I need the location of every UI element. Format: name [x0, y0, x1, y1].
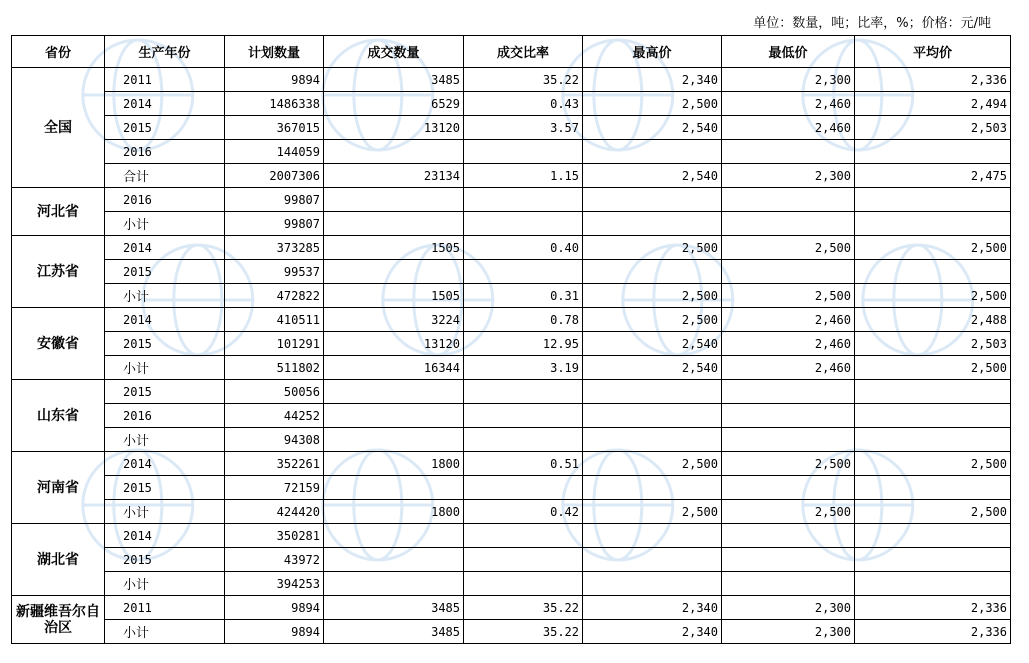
traded-qty-cell: 1800 [324, 500, 464, 524]
min-price-cell: 2,300 [722, 68, 855, 92]
min-price-cell: 2,460 [722, 308, 855, 332]
planned-qty-cell: 44252 [225, 404, 324, 428]
traded-qty-cell: 13120 [324, 116, 464, 140]
header-row [12, 36, 1011, 68]
traded-qty-cell [324, 476, 464, 500]
header-min-price: 最低价 [722, 36, 855, 68]
province-cell: 安徽省 [12, 308, 105, 380]
max-price-cell: 2,340 [583, 620, 722, 644]
avg-price-cell [855, 524, 1011, 548]
table-row [12, 596, 1011, 620]
traded-qty-cell [324, 380, 464, 404]
year-cell: 2014 [105, 236, 225, 260]
table-row [12, 572, 1011, 596]
table-row [12, 308, 1011, 332]
traded-qty-cell [324, 140, 464, 164]
traded-qty-cell: 23134 [324, 164, 464, 188]
table-row [12, 68, 1011, 92]
max-price-cell: 2,500 [583, 284, 722, 308]
ratio-cell: 0.51 [464, 452, 583, 476]
min-price-cell: 2,500 [722, 500, 855, 524]
year-cell: 小计 [105, 356, 225, 380]
table-row [12, 476, 1011, 500]
min-price-cell: 2,460 [722, 332, 855, 356]
planned-qty-cell: 367015 [225, 116, 324, 140]
max-price-cell [583, 476, 722, 500]
max-price-cell [583, 428, 722, 452]
table-row [12, 284, 1011, 308]
avg-price-cell [855, 260, 1011, 284]
planned-qty-cell: 2007306 [225, 164, 324, 188]
planned-qty-cell: 9894 [225, 596, 324, 620]
year-cell: 2015 [105, 116, 225, 140]
avg-price-cell: 2,494 [855, 92, 1011, 116]
ratio-cell [464, 380, 583, 404]
planned-qty-cell: 424420 [225, 500, 324, 524]
year-cell: 小计 [105, 284, 225, 308]
min-price-cell: 2,460 [722, 356, 855, 380]
table-row [12, 428, 1011, 452]
min-price-cell: 2,460 [722, 116, 855, 140]
ratio-cell: 0.31 [464, 284, 583, 308]
traded-qty-cell: 3485 [324, 68, 464, 92]
table-row [12, 236, 1011, 260]
traded-qty-cell: 1505 [324, 236, 464, 260]
avg-price-cell: 2,475 [855, 164, 1011, 188]
traded-qty-cell [324, 188, 464, 212]
min-price-cell: 2,300 [722, 620, 855, 644]
ratio-cell: 0.42 [464, 500, 583, 524]
traded-qty-cell [324, 524, 464, 548]
min-price-cell: 2,460 [722, 92, 855, 116]
traded-qty-cell: 1800 [324, 452, 464, 476]
traded-qty-cell: 16344 [324, 356, 464, 380]
table-row [12, 116, 1011, 140]
avg-price-cell: 2,500 [855, 452, 1011, 476]
avg-price-cell [855, 212, 1011, 236]
max-price-cell [583, 260, 722, 284]
min-price-cell: 2,500 [722, 452, 855, 476]
planned-qty-cell: 410511 [225, 308, 324, 332]
max-price-cell: 2,500 [583, 452, 722, 476]
min-price-cell [722, 188, 855, 212]
min-price-cell [722, 212, 855, 236]
table-body [12, 68, 1011, 644]
table-row [12, 548, 1011, 572]
ratio-cell [464, 260, 583, 284]
year-cell: 2016 [105, 140, 225, 164]
traded-qty-cell: 13120 [324, 332, 464, 356]
avg-price-cell: 2,500 [855, 356, 1011, 380]
max-price-cell: 2,500 [583, 92, 722, 116]
header-max-price: 最高价 [583, 36, 722, 68]
ratio-cell [464, 476, 583, 500]
year-cell: 2014 [105, 452, 225, 476]
header-traded-qty: 成交数量 [324, 36, 464, 68]
planned-qty-cell: 1486338 [225, 92, 324, 116]
province-cell: 江苏省 [12, 236, 105, 308]
header-avg-price: 平均价 [855, 36, 1011, 68]
avg-price-cell: 2,336 [855, 596, 1011, 620]
year-cell: 2014 [105, 308, 225, 332]
traded-qty-cell: 3485 [324, 596, 464, 620]
avg-price-cell: 2,503 [855, 332, 1011, 356]
year-cell: 小计 [105, 428, 225, 452]
year-cell: 小计 [105, 212, 225, 236]
avg-price-cell [855, 404, 1011, 428]
planned-qty-cell: 94308 [225, 428, 324, 452]
ratio-cell [464, 140, 583, 164]
max-price-cell: 2,540 [583, 356, 722, 380]
year-cell: 合计 [105, 164, 225, 188]
avg-price-cell [855, 476, 1011, 500]
province-cell: 湖北省 [12, 524, 105, 596]
table-row [12, 524, 1011, 548]
table-row [12, 404, 1011, 428]
ratio-cell [464, 428, 583, 452]
avg-price-cell: 2,503 [855, 116, 1011, 140]
planned-qty-cell: 50056 [225, 380, 324, 404]
year-cell: 2015 [105, 476, 225, 500]
avg-price-cell [855, 188, 1011, 212]
ratio-cell: 35.22 [464, 620, 583, 644]
year-cell: 2015 [105, 380, 225, 404]
year-cell: 小计 [105, 620, 225, 644]
max-price-cell [583, 572, 722, 596]
min-price-cell: 2,500 [722, 236, 855, 260]
ratio-cell: 35.22 [464, 596, 583, 620]
min-price-cell: 2,300 [722, 596, 855, 620]
planned-qty-cell: 99807 [225, 212, 324, 236]
min-price-cell [722, 524, 855, 548]
table-row [12, 332, 1011, 356]
traded-qty-cell [324, 428, 464, 452]
traded-qty-cell [324, 212, 464, 236]
min-price-cell: 2,500 [722, 284, 855, 308]
province-cell: 河南省 [12, 452, 105, 524]
max-price-cell: 2,500 [583, 308, 722, 332]
unit-note: 单位：数量，吨；比率，%；价格：元/吨 [753, 16, 991, 31]
planned-qty-cell: 99807 [225, 188, 324, 212]
avg-price-cell: 2,336 [855, 68, 1011, 92]
ratio-cell: 35.22 [464, 68, 583, 92]
avg-price-cell [855, 380, 1011, 404]
table-row [12, 212, 1011, 236]
planned-qty-cell: 101291 [225, 332, 324, 356]
planned-qty-cell: 43972 [225, 548, 324, 572]
year-cell: 2016 [105, 404, 225, 428]
table-row [12, 260, 1011, 284]
traded-qty-cell [324, 260, 464, 284]
year-cell: 2016 [105, 188, 225, 212]
table-row [12, 500, 1011, 524]
max-price-cell [583, 404, 722, 428]
planned-qty-cell: 144059 [225, 140, 324, 164]
max-price-cell [583, 188, 722, 212]
table-row [12, 92, 1011, 116]
ratio-cell [464, 572, 583, 596]
ratio-cell [464, 404, 583, 428]
ratio-cell [464, 212, 583, 236]
avg-price-cell [855, 140, 1011, 164]
ratio-cell [464, 548, 583, 572]
province-cell: 山东省 [12, 380, 105, 452]
planned-qty-cell: 352261 [225, 452, 324, 476]
planned-qty-cell: 9894 [225, 620, 324, 644]
traded-qty-cell: 3485 [324, 620, 464, 644]
grain-trade-table [11, 35, 1011, 644]
year-cell: 2015 [105, 548, 225, 572]
planned-qty-cell: 72159 [225, 476, 324, 500]
year-cell: 小计 [105, 500, 225, 524]
min-price-cell [722, 260, 855, 284]
province-cell: 全国 [12, 68, 105, 188]
traded-qty-cell [324, 404, 464, 428]
ratio-cell [464, 524, 583, 548]
year-cell: 2011 [105, 68, 225, 92]
min-price-cell: 2,300 [722, 164, 855, 188]
traded-qty-cell: 3224 [324, 308, 464, 332]
max-price-cell: 2,500 [583, 236, 722, 260]
table-row [12, 452, 1011, 476]
ratio-cell: 3.57 [464, 116, 583, 140]
planned-qty-cell: 350281 [225, 524, 324, 548]
table-row [12, 620, 1011, 644]
min-price-cell [722, 572, 855, 596]
planned-qty-cell: 394253 [225, 572, 324, 596]
planned-qty-cell: 99537 [225, 260, 324, 284]
max-price-cell [583, 212, 722, 236]
ratio-cell: 1.15 [464, 164, 583, 188]
table-row [12, 380, 1011, 404]
max-price-cell: 2,540 [583, 164, 722, 188]
header-trade-ratio: 成交比率 [464, 36, 583, 68]
header-province: 省份 [12, 36, 105, 68]
max-price-cell [583, 380, 722, 404]
min-price-cell [722, 404, 855, 428]
table-row [12, 140, 1011, 164]
max-price-cell [583, 524, 722, 548]
avg-price-cell [855, 548, 1011, 572]
min-price-cell [722, 548, 855, 572]
year-cell: 2014 [105, 524, 225, 548]
province-cell: 新疆维吾尔自治区 [12, 596, 105, 644]
max-price-cell: 2,340 [583, 68, 722, 92]
min-price-cell [722, 380, 855, 404]
table-row [12, 164, 1011, 188]
year-cell: 小计 [105, 572, 225, 596]
avg-price-cell: 2,500 [855, 284, 1011, 308]
min-price-cell [722, 140, 855, 164]
avg-price-cell [855, 428, 1011, 452]
ratio-cell: 3.19 [464, 356, 583, 380]
planned-qty-cell: 9894 [225, 68, 324, 92]
header-planned-qty: 计划数量 [225, 36, 324, 68]
ratio-cell: 0.78 [464, 308, 583, 332]
year-cell: 2015 [105, 332, 225, 356]
max-price-cell: 2,540 [583, 332, 722, 356]
min-price-cell [722, 428, 855, 452]
max-price-cell: 2,540 [583, 116, 722, 140]
max-price-cell: 2,340 [583, 596, 722, 620]
ratio-cell: 0.40 [464, 236, 583, 260]
year-cell: 2014 [105, 92, 225, 116]
avg-price-cell: 2,336 [855, 620, 1011, 644]
province-cell: 河北省 [12, 188, 105, 236]
ratio-cell: 12.95 [464, 332, 583, 356]
table-row [12, 356, 1011, 380]
year-cell: 2015 [105, 260, 225, 284]
avg-price-cell: 2,500 [855, 500, 1011, 524]
table-row [12, 188, 1011, 212]
planned-qty-cell: 472822 [225, 284, 324, 308]
max-price-cell [583, 140, 722, 164]
min-price-cell [722, 476, 855, 500]
planned-qty-cell: 373285 [225, 236, 324, 260]
max-price-cell: 2,500 [583, 500, 722, 524]
traded-qty-cell [324, 548, 464, 572]
avg-price-cell: 2,500 [855, 236, 1011, 260]
year-cell: 2011 [105, 596, 225, 620]
traded-qty-cell: 6529 [324, 92, 464, 116]
ratio-cell: 0.43 [464, 92, 583, 116]
traded-qty-cell: 1505 [324, 284, 464, 308]
max-price-cell [583, 548, 722, 572]
header-year: 生产年份 [105, 36, 225, 68]
avg-price-cell: 2,488 [855, 308, 1011, 332]
avg-price-cell [855, 572, 1011, 596]
traded-qty-cell [324, 572, 464, 596]
ratio-cell [464, 188, 583, 212]
planned-qty-cell: 511802 [225, 356, 324, 380]
